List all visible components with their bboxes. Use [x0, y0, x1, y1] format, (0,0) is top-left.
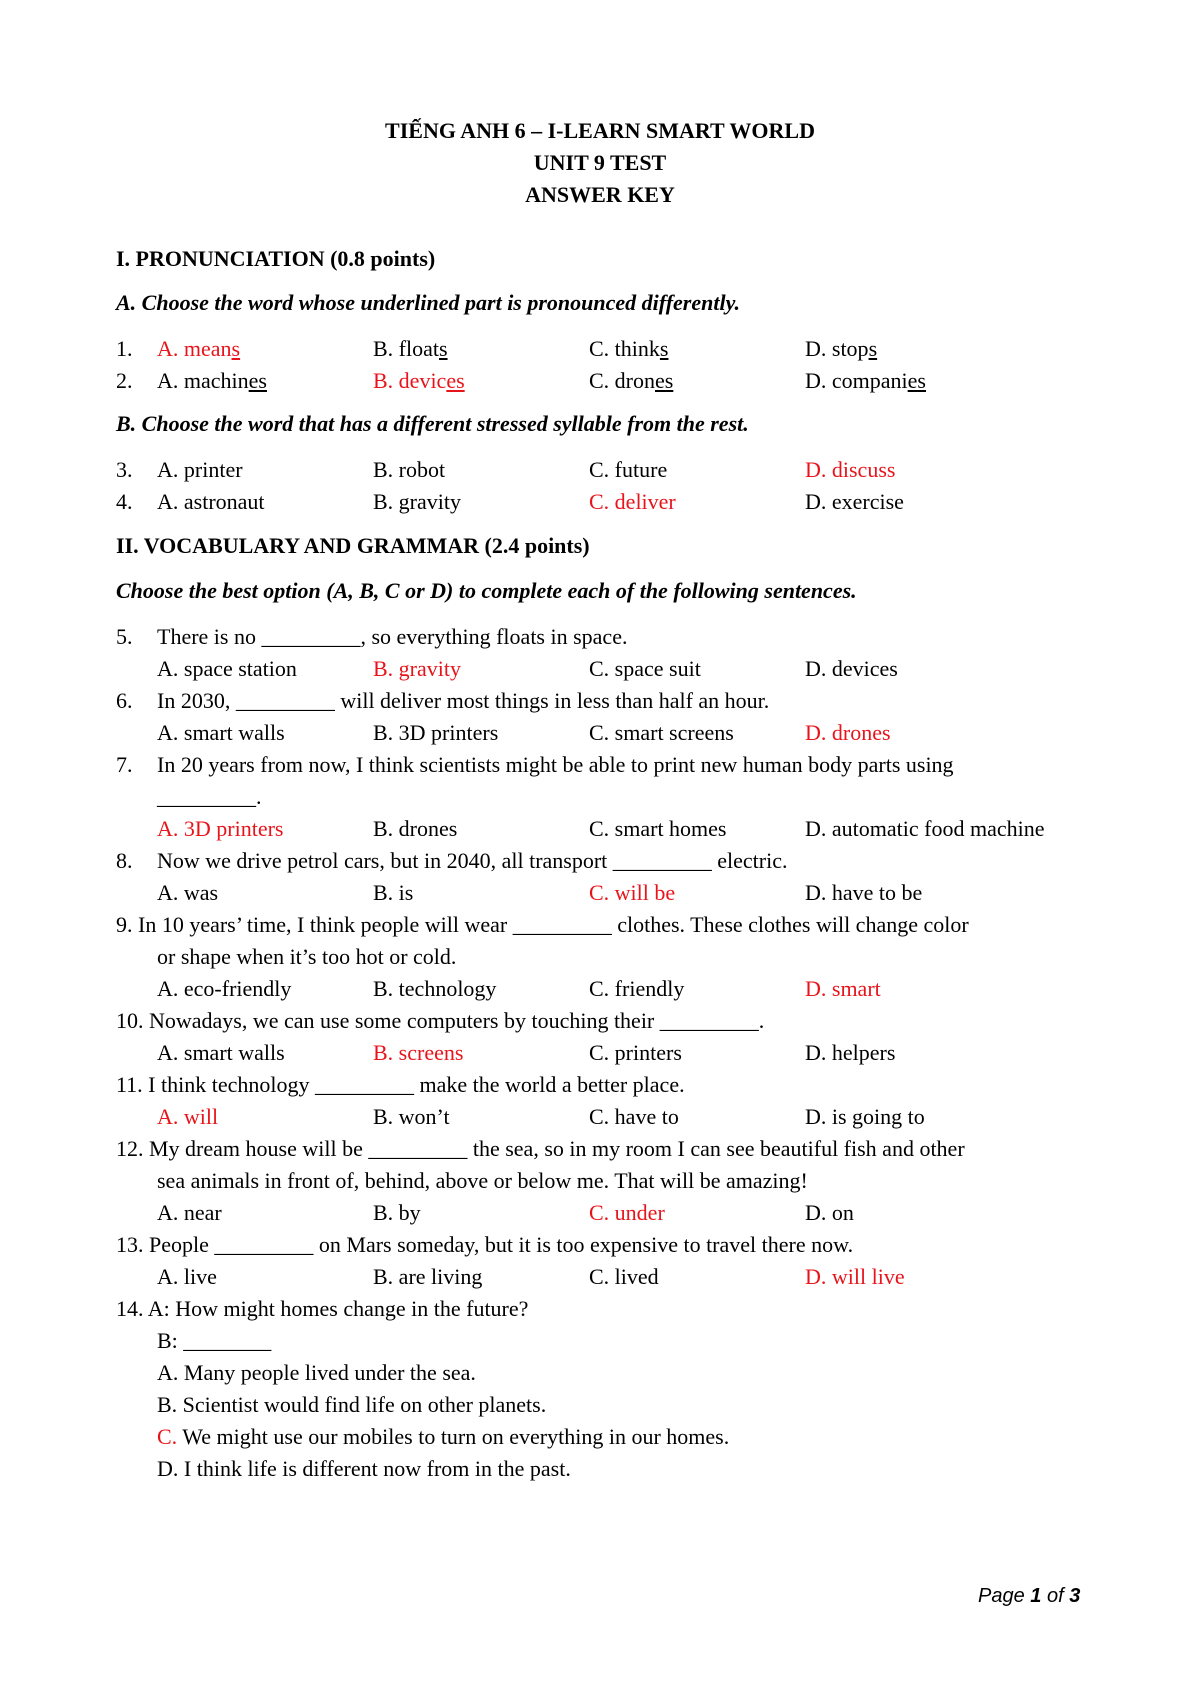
option-a: A. printer [157, 457, 243, 482]
section-2-instructions: Choose the best option (A, B, C or D) to complete each of the following sentences. [116, 578, 857, 603]
section-1-part-b: B. Choose the word that has a different stressed syllable from the rest. [116, 411, 749, 436]
question-text: In 2030, _________ will deliver most things in less than half an hour. [157, 688, 770, 713]
option-d: D. automatic food machine [805, 816, 1045, 841]
option-d: D. exercise [805, 489, 904, 514]
option-c: C. future [589, 457, 668, 482]
option-b: B. by [373, 1200, 421, 1225]
option-c: C. printers [589, 1040, 682, 1065]
question-13-options [0, 1264, 1200, 1294]
question-4 [0, 489, 1200, 519]
question-text: 11. I think technology _________ make the world a better place. [116, 1072, 685, 1097]
option-b: B. floats [373, 336, 448, 361]
option-b: B. robot [373, 457, 446, 482]
question-10-options [0, 1040, 1200, 1070]
option-c: C. smart screens [589, 720, 734, 745]
section-1-title: I. PRONUNCIATION (0.8 points) [116, 246, 436, 271]
option-b: B. 3D printers [373, 720, 499, 745]
question-text: 13. People _________ on Mars someday, but it is too expensive to travel there now. [116, 1232, 854, 1257]
question-number: 7. [116, 752, 133, 777]
option-a: A. near [157, 1200, 222, 1225]
option-a: A. was [157, 880, 219, 905]
question-text: 9. In 10 years’ time, I think people will wear _________ clothes. These clothes will change color [116, 912, 969, 937]
option-b: B. is [373, 880, 414, 905]
question-7-options [0, 816, 1200, 846]
question-12-stem [0, 1136, 1200, 1166]
doc-title: TIẾNG ANH 6 – I-LEARN SMART WORLD [385, 118, 815, 143]
option-b: B. technology [373, 976, 497, 1001]
question-text-cont: or shape when it’s too hot or cold. [157, 944, 457, 969]
doc-subtitle: UNIT 9 TEST [533, 150, 667, 175]
question-5-stem [0, 624, 1200, 654]
option-c: C. drones [589, 368, 674, 393]
option-a: A. machines [157, 368, 267, 393]
option-b: B. screens [373, 1040, 464, 1065]
question-1 [0, 336, 1200, 366]
option-d: D. companies [805, 368, 926, 393]
question-text: 12. My dream house will be _________ the sea, so in my room I can see beautiful fish and other [116, 1136, 965, 1161]
question-14-stem [0, 1296, 1200, 1326]
option-b: B. Scientist would find life on other planets. [157, 1392, 547, 1417]
question-number: 1. [116, 336, 133, 361]
option-c: C. deliver [589, 489, 676, 514]
question-9-stem [0, 912, 1200, 942]
question-text: Now we drive petrol cars, but in 2040, all transport _________ electric. [157, 848, 788, 873]
question-6-stem [0, 688, 1200, 718]
question-number: 5. [116, 624, 133, 649]
section-1-part-a: A. Choose the word whose underlined part is pronounced differently. [116, 290, 741, 315]
option-c: C. lived [589, 1264, 659, 1289]
question-6-options [0, 720, 1200, 750]
option-d: D. on [805, 1200, 854, 1225]
question-9-stem-cont [0, 944, 1200, 974]
question-number: 6. [116, 688, 133, 713]
page-footer: Page 1 of 3 [978, 1585, 1081, 1607]
option-d: D. is going to [805, 1104, 925, 1129]
question-14-option-b [0, 1392, 1200, 1422]
option-a: A. astronaut [157, 489, 265, 514]
question-7-stem [0, 752, 1200, 782]
option-a: A. 3D printers [157, 816, 284, 841]
question-11-options [0, 1104, 1200, 1134]
option-c: C. friendly [589, 976, 685, 1001]
option-c: C. have to [589, 1104, 679, 1129]
option-c [157, 1424, 729, 1450]
option-c: C. smart homes [589, 816, 727, 841]
question-text: 10. Nowadays, we can use some computers by touching their _________. [116, 1008, 765, 1033]
question-5-options [0, 656, 1200, 686]
question-2 [0, 368, 1200, 398]
option-b: B. drones [373, 816, 458, 841]
option-c: C. will be [589, 880, 676, 905]
option-a: A. eco-friendly [157, 976, 292, 1001]
option-a: A. smart walls [157, 1040, 285, 1065]
question-number: 8. [116, 848, 133, 873]
page-number: 1 [1030, 1585, 1042, 1607]
option-d: D. stops [805, 336, 878, 361]
question-text: 14. A: How might homes change in the future? [116, 1296, 529, 1321]
question-14-option-d [0, 1456, 1200, 1486]
question-10-stem [0, 1008, 1200, 1038]
option-c-text: We might use our mobiles to turn on everything in our homes. [177, 1424, 730, 1449]
option-b: B. gravity [373, 489, 461, 514]
option-a: A. space station [157, 656, 297, 681]
option-a: A. smart walls [157, 720, 285, 745]
doc-subtitle-2: ANSWER KEY [525, 182, 675, 207]
question-14-option-a [0, 1360, 1200, 1390]
question-13-stem [0, 1232, 1200, 1262]
option-c: C. under [589, 1200, 665, 1225]
option-c: C. thinks [589, 336, 669, 361]
option-d: D. I think life is different now from in the past. [157, 1456, 571, 1481]
question-9-options [0, 976, 1200, 1006]
option-a: A. live [157, 1264, 217, 1289]
option-a: A. Many people lived under the sea. [157, 1360, 476, 1385]
option-d: D. devices [805, 656, 898, 681]
option-a: A. will [157, 1104, 219, 1129]
question-8-stem [0, 848, 1200, 878]
option-d: D. discuss [805, 457, 896, 482]
question-11-stem [0, 1072, 1200, 1102]
option-b: B. won’t [373, 1104, 450, 1129]
question-12-stem-cont [0, 1168, 1200, 1198]
question-8-options [0, 880, 1200, 910]
option-d: D. have to be [805, 880, 923, 905]
question-12-options [0, 1200, 1200, 1230]
question-text-cont: _________. [157, 784, 262, 809]
option-b: B. gravity [373, 656, 461, 681]
option-a: A. means [157, 336, 241, 361]
option-d: D. smart [805, 976, 881, 1001]
question-text-cont: sea animals in front of, behind, above or below me. That will be amazing! [157, 1168, 808, 1193]
section-2-title: II. VOCABULARY AND GRAMMAR (2.4 points) [116, 533, 590, 558]
option-d: D. will live [805, 1264, 905, 1289]
question-text-cont: B: ________ [157, 1328, 272, 1353]
option-c-letter: C. [157, 1424, 178, 1449]
option-b: B. devices [373, 368, 465, 393]
question-text: In 20 years from now, I think scientists might be able to print new human body parts using [157, 752, 954, 777]
question-3 [0, 457, 1200, 487]
question-14-option-c [0, 1424, 1200, 1454]
question-number: 3. [116, 457, 133, 482]
question-text: There is no _________, so everything floats in space. [157, 624, 628, 649]
question-7-stem-cont [0, 784, 1200, 814]
option-d: D. helpers [805, 1040, 896, 1065]
page-total: 3 [1069, 1585, 1081, 1607]
option-c: C. space suit [589, 656, 701, 681]
question-number: 4. [116, 489, 133, 514]
option-d: D. drones [805, 720, 891, 745]
question-number: 2. [116, 368, 133, 393]
question-14-stem-cont [0, 1328, 1200, 1358]
option-b: B. are living [373, 1264, 483, 1289]
